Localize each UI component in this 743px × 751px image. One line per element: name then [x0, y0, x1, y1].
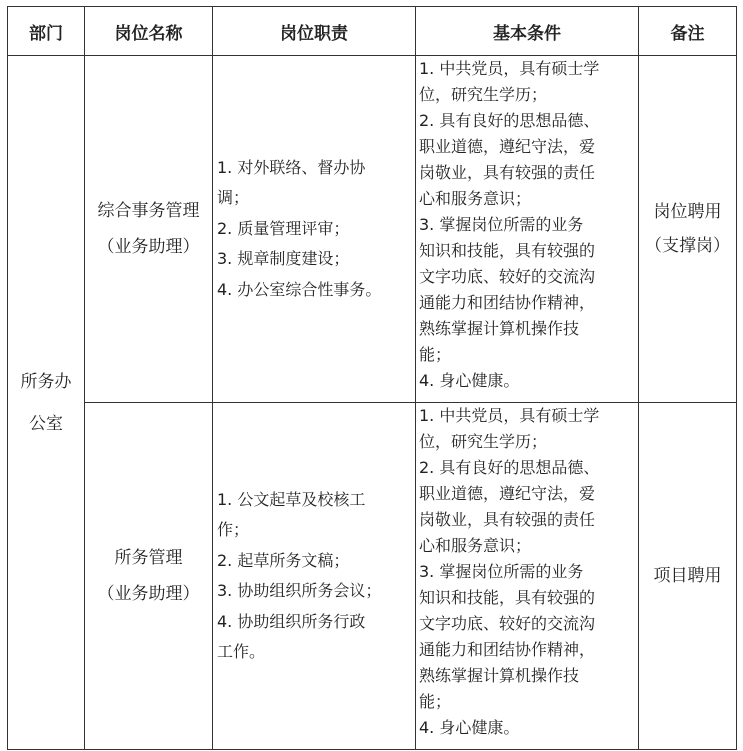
duty-line: 3. 协助组织所务会议；	[217, 581, 382, 600]
requirement-line: 通能力和团结协作精神，	[419, 293, 596, 312]
duty-line: 2. 质量管理评审；	[217, 218, 350, 238]
header-duties: 岗位职责	[213, 7, 416, 56]
requirement-line: 2. 具有良好的思想品德、	[419, 458, 600, 477]
requirement-line: 知识和技能，具有较强的	[419, 241, 596, 260]
requirement-line: 文字功底、较好的交流沟	[419, 614, 596, 633]
requirement-line: 岗敬业，具有较强的责任	[419, 163, 596, 182]
position-line: （业务助理）	[97, 584, 200, 604]
department-line: 所务办	[20, 371, 72, 392]
duties-cell	[213, 403, 416, 750]
requirement-line: 3. 掌握岗位所需的业务	[419, 215, 584, 234]
header-notes: 备注	[639, 7, 737, 56]
requirement-line: 1. 中共党员，具有硕士学	[419, 406, 600, 425]
requirement-line: 4. 身心健康。	[419, 371, 520, 390]
requirement-line: 职业道德，遵纪守法，爱	[419, 484, 596, 503]
duty-line: 4. 协助组织所务行政	[217, 611, 366, 631]
requirement-line: 心和服务意识；	[419, 189, 532, 208]
requirement-line: 心和服务意识；	[419, 536, 532, 555]
requirement-line: 通能力和团结协作精神，	[419, 640, 596, 659]
duty-line: 作；	[217, 520, 250, 539]
requirement-line: 岗敬业，具有较强的责任	[419, 510, 596, 529]
duty-line: 2. 起草所务文稿；	[217, 550, 350, 570]
requirement-line: 知识和技能，具有较强的	[419, 588, 596, 607]
requirement-line: 3. 掌握岗位所需的业务	[419, 562, 584, 581]
requirements-cell	[416, 403, 639, 750]
requirement-line: 熟练掌握计算机操作技	[419, 666, 580, 685]
note-line: （支撑岗）	[645, 236, 730, 256]
duty-line: 1. 对外联络、督办协	[217, 157, 366, 177]
duty-line: 1. 公文起草及校核工	[217, 489, 366, 509]
header-row	[8, 7, 737, 56]
requirements-cell	[416, 56, 639, 403]
requirement-line: 熟练掌握计算机操作技	[419, 319, 580, 338]
department-cell	[8, 56, 85, 750]
position-line: 综合事务管理	[97, 201, 200, 221]
header-department: 部门	[8, 7, 85, 56]
department-line: 公室	[29, 413, 63, 434]
table-row	[8, 56, 737, 403]
position-line: 所务管理	[114, 548, 183, 568]
note-line: 岗位聘用	[653, 202, 722, 222]
requirement-line: 4. 身心健康。	[419, 718, 520, 737]
duty-line: 4. 办公室综合性事务。	[217, 279, 382, 299]
position-line: （业务助理）	[97, 237, 200, 257]
requirement-line: 位，研究生学历；	[419, 432, 548, 451]
job-table	[7, 6, 737, 750]
position-cell	[85, 403, 213, 750]
header-position-name: 岗位名称	[85, 7, 213, 56]
position-cell	[85, 56, 213, 403]
duty-line: 工作。	[217, 642, 266, 661]
requirement-line: 职业道德，遵纪守法，爱	[419, 137, 596, 156]
requirement-line: 位，研究生学历；	[419, 85, 548, 104]
requirement-line: 1. 中共党员，具有硕士学	[419, 59, 600, 78]
note-cell	[639, 403, 737, 750]
note-line: 项目聘用	[653, 566, 722, 586]
table-row	[8, 403, 737, 750]
duty-line: 调；	[217, 188, 250, 208]
duty-line: 3. 规章制度建设；	[217, 249, 350, 269]
header-requirements: 基本条件	[416, 7, 639, 56]
requirement-line: 文字功底、较好的交流沟	[419, 267, 596, 286]
requirement-line: 能；	[419, 345, 452, 364]
note-cell	[639, 56, 737, 403]
requirement-line: 能；	[419, 692, 452, 711]
requirement-line: 2. 具有良好的思想品德、	[419, 111, 600, 130]
duties-cell	[213, 56, 416, 403]
